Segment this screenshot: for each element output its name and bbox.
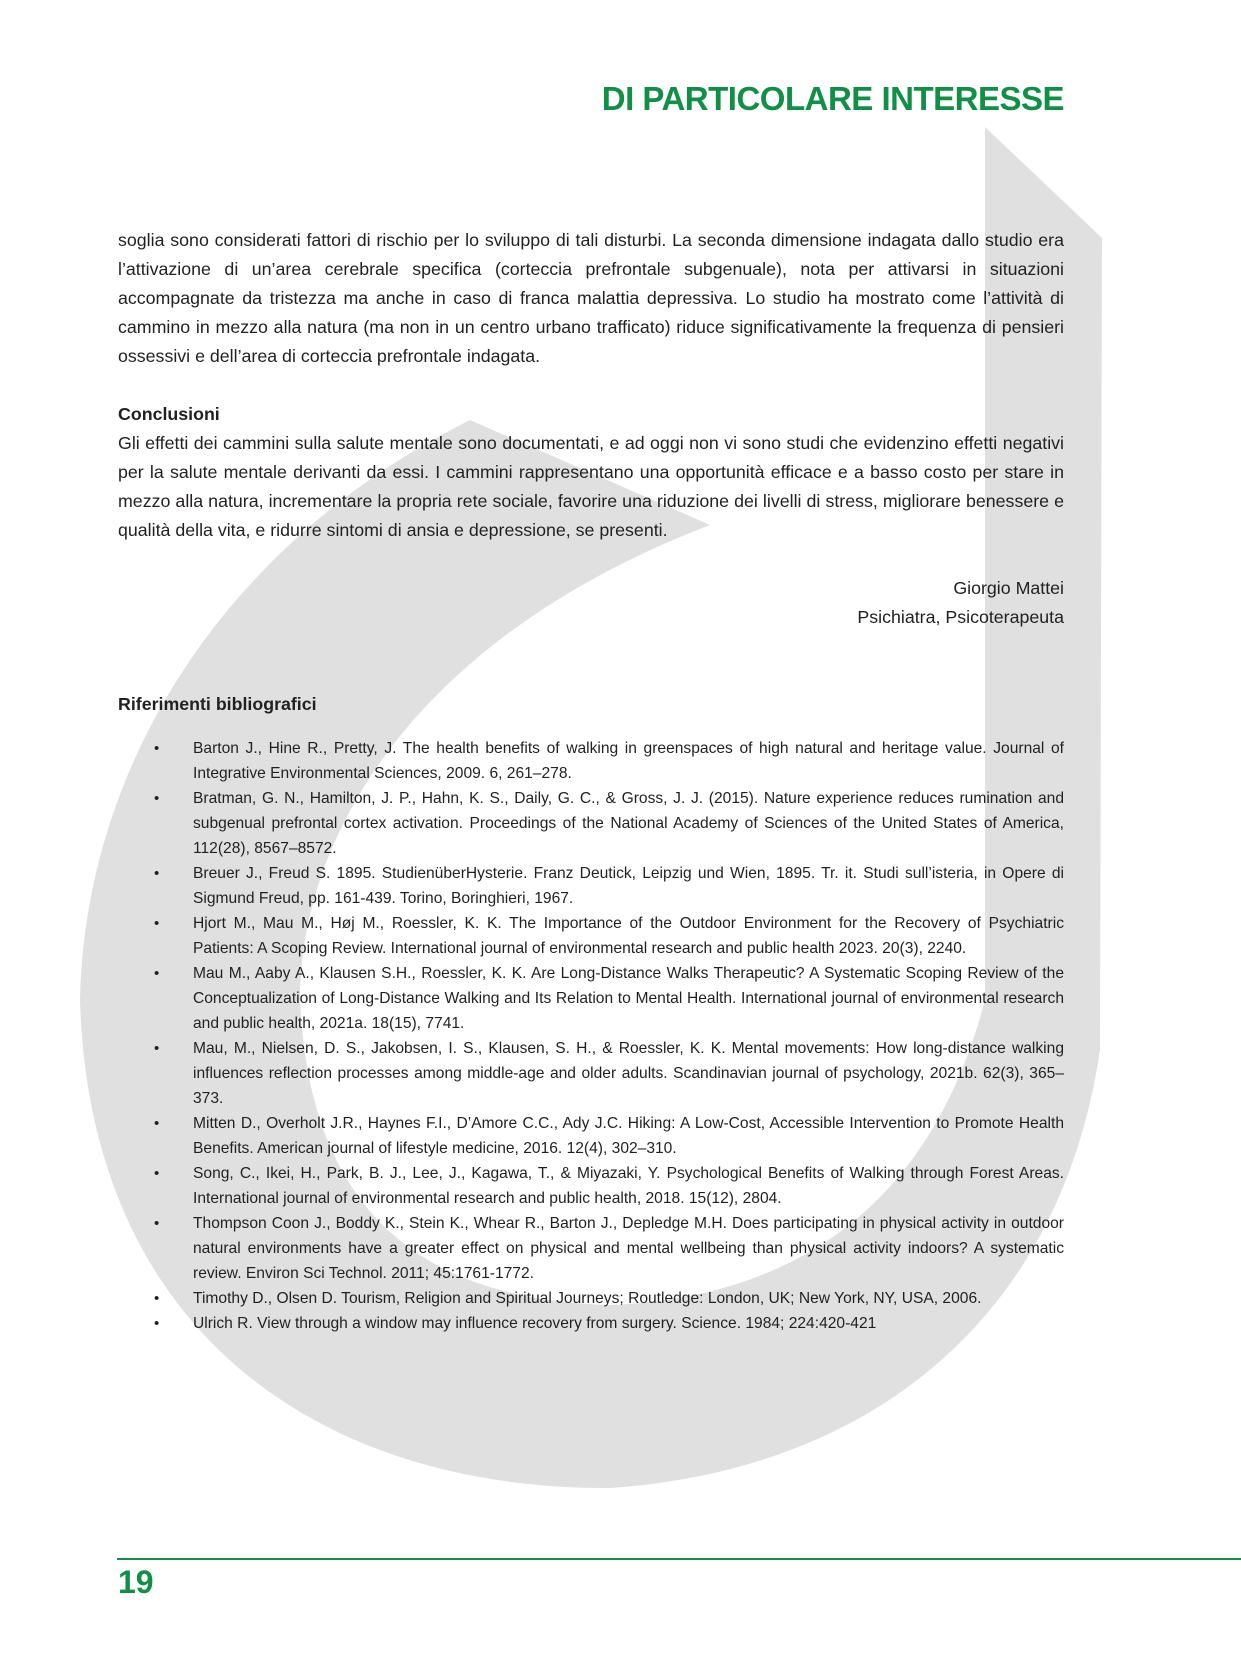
bullet-icon: • bbox=[154, 740, 160, 757]
reference-item bbox=[118, 736, 1064, 786]
bullet-icon: • bbox=[154, 915, 160, 932]
reference-item bbox=[118, 1286, 1064, 1311]
reference-text: Mitten D., Overholt J.R., Haynes F.I., D’Amore C.C., Ady J.C. Hiking: A Low-Cost, Accessible Intervention to Promote Health Benefits. American journal of lifestyle medicine, 2016. 12(4), 302–310. bbox=[193, 1115, 1064, 1157]
reference-text: Thompson Coon J., Boddy K., Stein K., Whear R., Barton J., Depledge M.H. Does participating in physical activity in outdoor natural environments have a greater effect on physical and mental wellbeing than physical activity indoors? A systematic review. Environ Sci Technol. 2011; 45:1761-1772. bbox=[193, 1215, 1064, 1282]
reference-item bbox=[118, 1036, 1064, 1111]
reference-item bbox=[118, 961, 1064, 1036]
conclusions-paragraph: Gli effetti dei cammini sulla salute mentale sono documentati, e ad oggi non vi sono studi che evidenzino effetti negativi per la salute mentale derivanti da essi. I cammini rappresentano una opportunità efficace e a basso costo per stare in mezzo alla natura, incrementare la propria rete sociale, favorire una riduzione dei livelli di stress, migliorare benessere e qualità della vita, e ridurre sintomi di ansia e depressione, se presenti. bbox=[118, 433, 1064, 540]
reference-item bbox=[118, 786, 1064, 861]
reference-text: Barton J., Hine R., Pretty, J. The health benefits of walking in greenspaces of high natural and heritage value. Journal of Integrative Environmental Sciences, 2009. 6, 261–278. bbox=[193, 740, 1064, 782]
references-heading: Riferimenti bibliografici bbox=[118, 694, 317, 714]
bullet-icon: • bbox=[154, 1115, 160, 1132]
reference-text: Ulrich R. View through a window may influence recovery from surgery. Science. 1984; 224:420-421 bbox=[193, 1315, 877, 1332]
reference-item bbox=[118, 1211, 1064, 1286]
bullet-icon: • bbox=[154, 865, 160, 882]
author-name: Giorgio Mattei bbox=[953, 578, 1064, 598]
bullet-icon: • bbox=[154, 790, 160, 807]
author-role: Psichiatra, Psicoterapeuta bbox=[857, 607, 1064, 627]
reference-text: Bratman, G. N., Hamilton, J. P., Hahn, K. S., Daily, G. C., & Gross, J. J. (2015). Nature experience reduces rumination and subgenual prefrontal cortex activation. Proceedings of the National Academy of Sciences of the United States of America, 112(28), 8567–8572. bbox=[193, 790, 1064, 857]
bullet-icon: • bbox=[154, 965, 160, 982]
article-body bbox=[118, 226, 1064, 1336]
author-signature bbox=[118, 574, 1064, 632]
bullet-icon: • bbox=[154, 1315, 160, 1332]
reference-text: Breuer J., Freud S. 1895. StudienüberHysterie. Franz Deutick, Leipzig und Wien, 1895. Tr. it. Studi sull’isteria, in Opere di Sigmund Freud, pp. 161-439. Torino, Boringhieri, 1967. bbox=[193, 865, 1064, 907]
page-number: 19 bbox=[118, 1564, 154, 1600]
reference-text: Mau, M., Nielsen, D. S., Jakobsen, I. S., Klausen, S. H., & Roessler, K. K. Mental movements: How long-distance walking influences reflection processes among middle-age and older adults. Scandinavian journal of psychology, 2021b. 62(3), 365–373. bbox=[193, 1040, 1064, 1107]
bullet-icon: • bbox=[154, 1040, 160, 1057]
reference-text: Hjort M., Mau M., Høj M., Roessler, K. K. The Importance of the Outdoor Environment for the Recovery of Psychiatric Patients: A Scoping Review. International journal of environmental research and public health 2023. 20(3), 2240. bbox=[193, 915, 1064, 957]
reference-text: Song, C., Ikei, H., Park, B. J., Lee, J., Kagawa, T., & Miyazaki, Y. Psychological Benefits of Walking through Forest Areas. International journal of environmental research and public health, 2018. 15(12), 2804. bbox=[193, 1165, 1064, 1207]
section-title: DI PARTICOLARE INTERESSE bbox=[601, 80, 1064, 117]
bullet-icon: • bbox=[154, 1290, 160, 1307]
references-list bbox=[118, 736, 1064, 1336]
paragraph-spacer bbox=[118, 371, 1064, 400]
reference-item bbox=[118, 1111, 1064, 1161]
reference-item bbox=[118, 1161, 1064, 1211]
reference-text: Mau M., Aaby A., Klausen S.H., Roessler, K. K. Are Long-Distance Walks Therapeutic? A Systematic Scoping Review of the Conceptualization of Long-Distance Walking and Its Relation to Mental Health. International journal of environmental research and public health, 2021a. 18(15), 7741. bbox=[193, 965, 1064, 1032]
conclusions-heading: Conclusioni bbox=[118, 404, 220, 424]
reference-text: Timothy D., Olsen D. Tourism, Religion and Spiritual Journeys; Routledge: London, UK; New York, NY, USA, 2006. bbox=[193, 1290, 982, 1307]
reference-item bbox=[118, 911, 1064, 961]
intro-paragraph: soglia sono considerati fattori di rischio per lo sviluppo di tali disturbi. La seconda dimensione indagata dallo studio era l’attivazione di un’area cerebrale specifica (corteccia prefrontale subgenuale), nota per attivarsi in situazioni accompagnate da tristezza ma anche in caso di franca malattia depressiva. Lo studio ha mostrato come l’attività di cammino in mezzo alla natura (ma non in un centro urbano trafficato) riduce significativamente la frequenza di pensieri ossessivi e dell’area di corteccia prefrontale indagata. bbox=[118, 230, 1064, 366]
footer-divider bbox=[117, 1558, 1241, 1560]
bullet-icon: • bbox=[154, 1215, 160, 1232]
reference-item bbox=[118, 861, 1064, 911]
reference-item bbox=[118, 1311, 1064, 1336]
bullet-icon: • bbox=[154, 1165, 160, 1182]
